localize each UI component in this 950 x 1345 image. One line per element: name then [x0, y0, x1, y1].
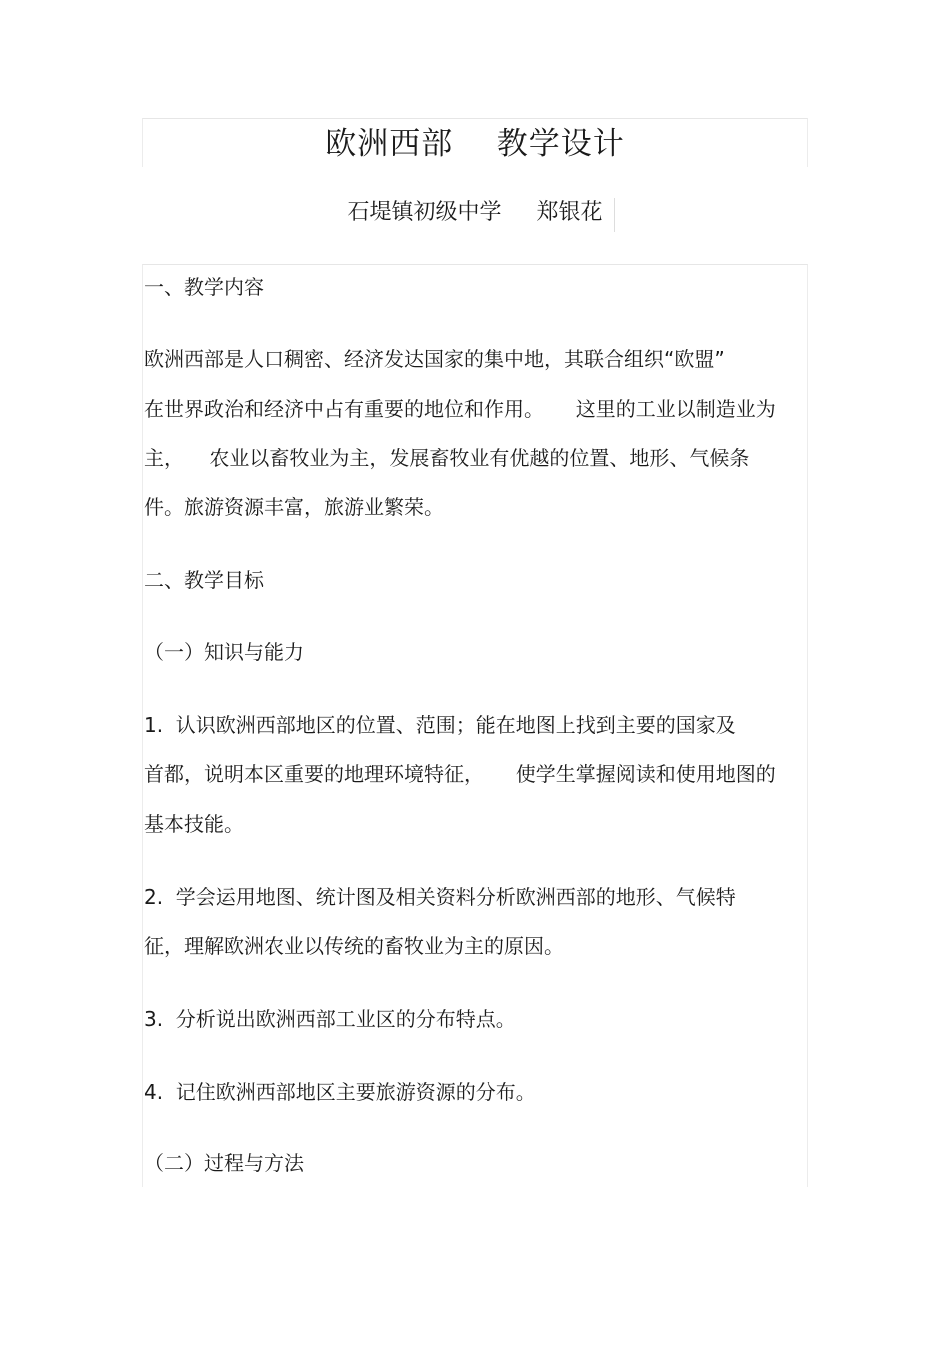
content-paragraph-line: 欧洲西部是人口稠密、经济发达国家的集中地，其联合组织“欧盟” — [144, 347, 725, 371]
subsection-heading-process: （二）过程与方法 — [144, 1151, 304, 1175]
goal-item-2-line: 2. 学会运用地图、统计图及相关资料分析欧洲西部的地形、气候特 — [144, 885, 736, 909]
goal-item-4: 4. 记住欧洲西部地区主要旅游资源的分布。 — [144, 1080, 536, 1104]
content-paragraph-line: 主， 农业以畜牧业为主，发展畜牧业有优越的位置、地形、气候条 — [144, 446, 750, 470]
cursor-divider — [614, 198, 615, 232]
content-paragraph-line: 件。旅游资源丰富，旅游业繁荣。 — [144, 495, 444, 519]
subsection-heading-knowledge: （一）知识与能力 — [144, 640, 304, 664]
section-heading-goals: 二、教学目标 — [144, 568, 264, 592]
goal-item-2-line: 征，理解欧洲农业以传统的畜牧业为主的原因。 — [144, 934, 564, 958]
goal-item-3: 3. 分析说出欧洲西部工业区的分布特点。 — [144, 1007, 516, 1031]
goal-item-1-line: 基本技能。 — [144, 812, 244, 836]
content-paragraph-line: 在世界政治和经济中占有重要的地位和作用。 这里的工业以制造业为 — [144, 397, 776, 421]
section-heading-content: 一、教学内容 — [144, 275, 264, 299]
goal-item-1-line: 首都，说明本区重要的地理环境特征， 使学生掌握阅读和使用地图的 — [144, 762, 776, 786]
author-line: 石堤镇初级中学 郑银花 — [347, 200, 603, 225]
document-title: 欧洲西部 教学设计 — [325, 126, 625, 162]
goal-item-1-line: 1. 认识欧洲西部地区的位置、范围；能在地图上找到主要的国家及 — [144, 713, 736, 737]
